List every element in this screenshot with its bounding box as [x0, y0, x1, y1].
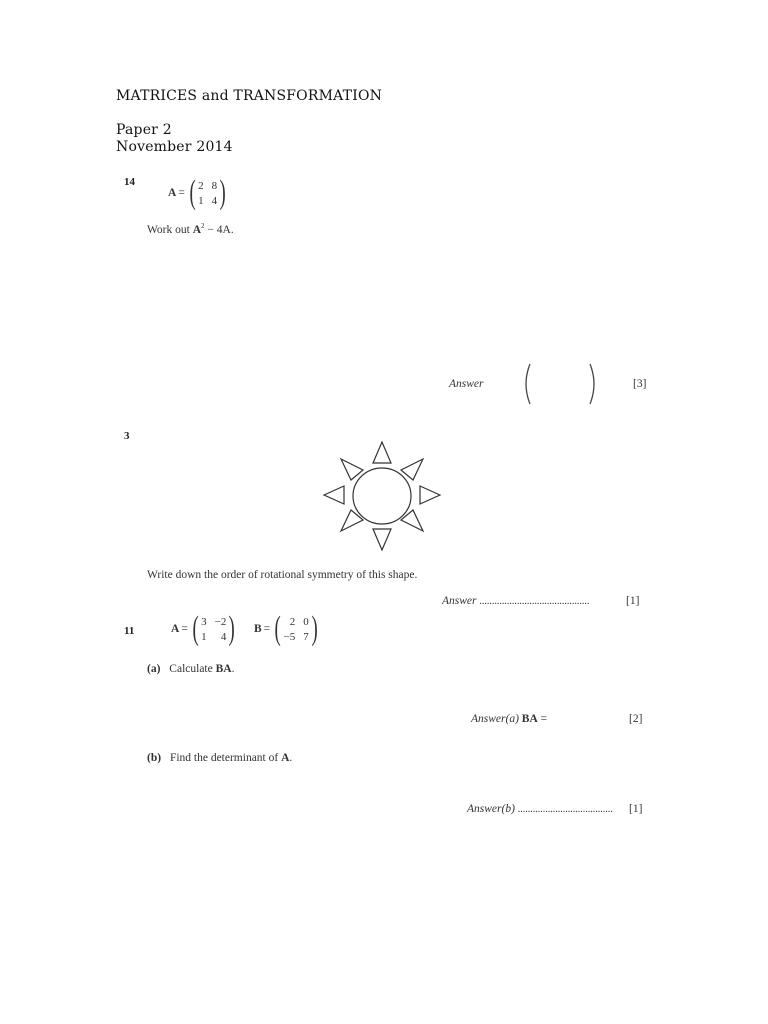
matrix-a: [190, 610, 238, 647]
matrix-cell: 1: [198, 194, 204, 207]
matrix-a-name: A: [171, 623, 180, 635]
q11-part-b: [147, 752, 292, 764]
right-paren: ): [311, 610, 318, 647]
answer-a-matrix: BA: [521, 713, 538, 725]
part-a-label: (a): [147, 663, 161, 675]
question-number-11: 11: [124, 625, 135, 637]
q11-marks-b: [1]: [629, 803, 643, 815]
answer-b-dots: ......................................: [517, 804, 613, 815]
matrix-b-name: B: [254, 623, 262, 635]
q14-marks: [3]: [633, 378, 647, 390]
left-paren: (: [274, 610, 281, 647]
matrix-cell: −2: [214, 615, 227, 628]
sun-shape-diagram: [320, 436, 444, 556]
triangle-left: [324, 486, 344, 504]
part-a-matrix: BA: [215, 663, 232, 675]
exam-date: November 2014: [116, 139, 233, 155]
matrix-b-definition: [254, 610, 320, 647]
answer-matrix-brackets: [520, 362, 600, 406]
equals-sign: =: [181, 623, 188, 635]
matrix-a-name: A: [168, 187, 177, 199]
q14-answer-label: Answer: [449, 378, 484, 390]
answer-label: Answer: [442, 595, 477, 607]
answer-a-equals: =: [537, 713, 548, 725]
part-b-label: (b): [147, 752, 162, 764]
page-title: MATRICES and TRANSFORMATION: [116, 88, 383, 104]
triangle-bottom: [373, 529, 391, 550]
left-paren: (: [189, 174, 196, 211]
triangle-top: [373, 442, 391, 463]
part-a-end: .: [231, 663, 235, 675]
matrix-a-cells: [201, 615, 226, 644]
left-paren: (: [192, 610, 199, 647]
matrix-a-definition: [168, 174, 228, 211]
paper-label: Paper 2: [116, 122, 172, 138]
matrix-b-cells: [284, 615, 309, 644]
q11-answer-b: [467, 803, 613, 815]
instruction-matrix: A: [192, 223, 202, 236]
triangle-right: [420, 486, 440, 504]
triangle-top-right: [401, 459, 423, 480]
q3-instruction: Write down the order of rotational symmetry of this shape.: [147, 569, 418, 581]
matrix-cell: 2: [289, 615, 296, 628]
matrix-a-cells: [198, 179, 217, 208]
matrix-cell: 1: [201, 630, 207, 643]
q11-marks-a: [2]: [629, 713, 643, 725]
instruction-text: Work out: [147, 223, 193, 236]
q11-answer-a: [471, 713, 547, 725]
matrix-b: [272, 610, 320, 647]
equals-sign: =: [178, 187, 185, 199]
part-b-text: Find the determinant of: [169, 752, 282, 764]
matrix-cell: −5: [283, 630, 296, 643]
matrix-cell: 8: [211, 179, 218, 192]
matrix-a-definition-q11: [171, 610, 238, 647]
question-number-3: 3: [124, 430, 130, 442]
part-a-text: Calculate: [169, 663, 216, 675]
instruction-text-end: − 4A.: [204, 223, 234, 236]
q14-instruction: [147, 222, 234, 236]
matrix-a: [187, 174, 229, 211]
matrix-cell: 2: [198, 179, 204, 192]
answer-b-label: Answer(b): [467, 803, 515, 815]
matrix-cell: 7: [303, 630, 309, 643]
part-b-matrix: A: [281, 752, 290, 764]
answer-a-label: Answer(a): [471, 713, 522, 725]
sun-circle: [353, 468, 411, 524]
equals-sign: =: [263, 623, 271, 635]
right-paren: ): [219, 174, 226, 211]
q11-part-a: [147, 663, 234, 675]
matrix-cell: 0: [303, 615, 309, 628]
instruction-exponent: 2: [201, 222, 205, 230]
matrix-cell: 3: [201, 615, 207, 628]
question-number-14: 14: [124, 176, 135, 188]
matrix-cell: 4: [220, 630, 227, 643]
matrix-cell: 4: [211, 194, 218, 207]
right-paren: ): [228, 610, 236, 647]
answer-dots: ............................................: [479, 596, 590, 607]
q3-marks: [1]: [626, 595, 640, 607]
triangle-top-left: [341, 459, 363, 480]
right-bracket: [590, 364, 594, 404]
q3-answer-line: [442, 595, 589, 607]
part-b-end: .: [289, 752, 293, 764]
left-bracket: [526, 364, 530, 404]
